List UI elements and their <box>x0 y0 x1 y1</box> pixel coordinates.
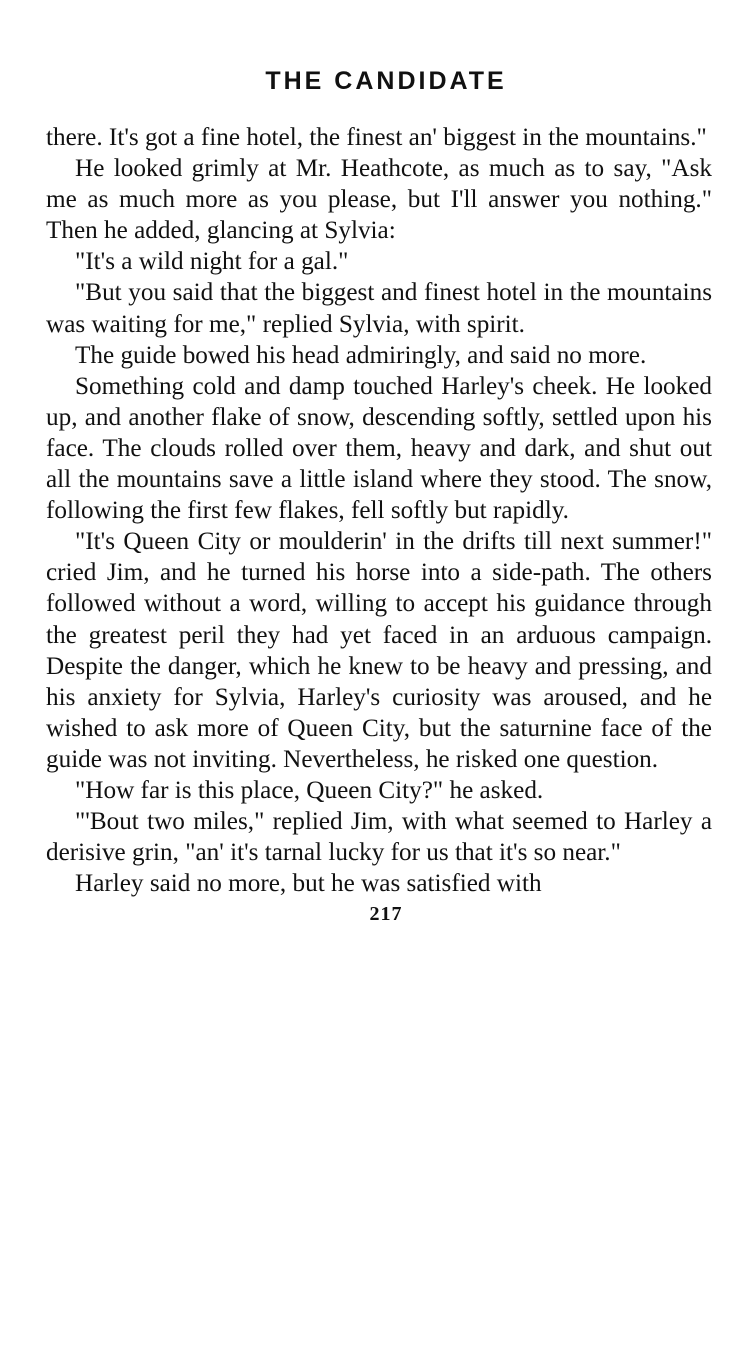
paragraph-1: there. It's got a fine hotel, the finest an' biggest in the mountains." <box>46 124 707 151</box>
running-head: THE CANDIDATE <box>265 67 507 95</box>
paragraph-6: Something cold and damp touched Harley's cheek. He looked up, and another flake of snow, descending softly, settled upon his face. The clouds rolled over them, heavy and dark, and shut out all the mountains save a little island where they stood. The snow, following the first few flakes, fell softly but rapidly. <box>46 372 712 525</box>
paragraph-10: Harley said no more, but he was satisfied with <box>75 870 542 898</box>
paragraph-3: "It's a wild night for a gal." <box>75 248 349 276</box>
page-number: 217 <box>369 903 403 926</box>
paragraph-2: He looked grimly at Mr. Heathcote, as much as to say, "Ask me as much more as you please, but I'll answer you nothing." Then he added, glancing at Sylvia: <box>46 155 712 245</box>
paragraph-5: The guide bowed his head admiringly, and said no more. <box>75 341 647 369</box>
paragraph-4: "But you said that the biggest and finest hotel in the mountains was waiting for me," replied Sylvia, with spirit. <box>46 279 712 338</box>
body-text <box>46 122 712 899</box>
book-page <box>46 60 712 926</box>
paragraph-9: "'Bout two miles," replied Jim, with what seemed to Harley a derisive grin, "an' it's tarnal lucky for us that it's so near." <box>46 808 712 867</box>
paragraph-7: "It's Queen City or moulderin' in the drifts till next summer!" cried Jim, and he turned his horse into a side-path. The others followed without a word, willing to accept his guidance through the greatest peril they had yet faced in an arduous campaign. Despite the danger, which he knew to be heavy and pressing, and his anxiety for Sylvia, Harley's curiosity was aroused, and he wished to ask more of Queen City, but the saturnine face of the guide was not inviting. Nevertheless, he risked one question. <box>46 528 712 773</box>
paragraph-8: "How far is this place, Queen City?" he asked. <box>75 776 544 804</box>
